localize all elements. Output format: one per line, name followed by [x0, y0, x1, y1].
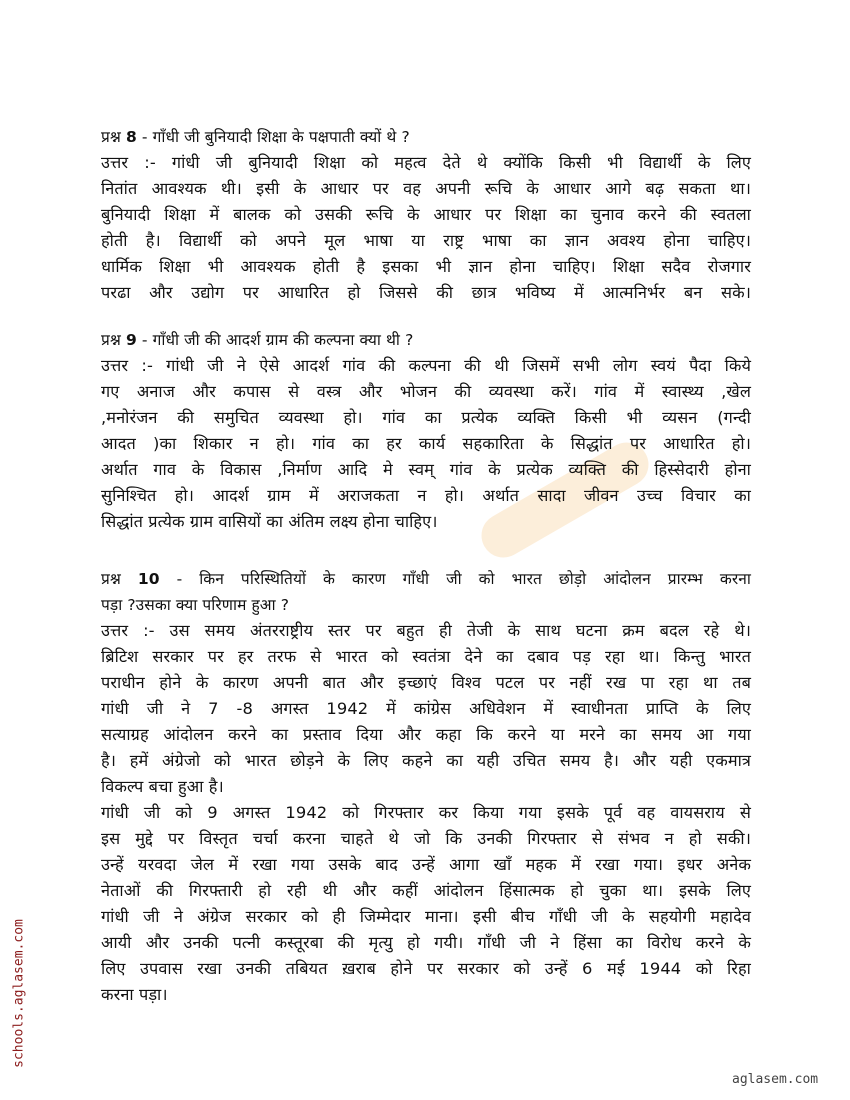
- question-8-block: [101, 124, 751, 306]
- question-9-block: [101, 327, 751, 535]
- answer-line: धार्मिक शिक्षा भी आवश्यक होती है इसका भी ज्ञान होना चाहिए। शिक्षा सदैव रोजगार: [101, 257, 751, 276]
- question-number: 9: [126, 331, 137, 349]
- answer-line: गांधी जी ने अंग्रेज सरकार को ही जिम्मेदार माना। इसी बीच गाँधी जी के सहयोगी महादेव: [101, 907, 751, 926]
- question-10-heading-cont: पड़ा ?उसका क्या परिणाम हुआ ?: [101, 596, 290, 614]
- answer-line: नेताओं की गिरफ्तारी हो रही थी और कहीं आंदोलन हिंसात्मक हो चुका था। इसके लिए: [101, 881, 751, 900]
- question-10-heading: [101, 566, 751, 592]
- footer-site-name: aglasem.com: [732, 1072, 819, 1087]
- question-label: प्रश्न: [101, 128, 121, 146]
- question-number: 8: [126, 128, 137, 146]
- answer-line: सत्याग्रह आंदोलन करने का प्रस्ताव दिया और कहा कि करने या मरने का समय आ गया: [101, 725, 751, 744]
- answer-line: उत्तर :- उस समय अंतरराष्ट्रीय स्तर पर बहुत ही तेजी के साथ घटना क्रम बदल रहे थे।: [101, 621, 751, 640]
- answer-line: गए अनाज और कपास से वस्त्र और भोजन की व्यवस्था करें। गांव में स्वास्थ्य ,खेल: [101, 382, 751, 401]
- question-8-heading: [101, 124, 751, 150]
- answer-line: ब्रिटिश सरकार पर हर तरफ से भारत को स्वतंत्रा देने का दबाव पड़ रहा था। किन्तु भारत: [101, 647, 751, 666]
- question-label: प्रश्न: [101, 331, 121, 349]
- question-9-heading: [101, 327, 751, 353]
- answer-line: लिए उपवास रखा उनकी तबियत ख़राब होने पर सरकार को उन्हें 6 मई 1944 को रिहा: [101, 959, 751, 978]
- answer-line: इस मुद्दे पर विस्तृत चर्चा करना चाहते थे जो कि उनकी गिरफ्तार से संभव न हो सकी।: [101, 829, 751, 848]
- answer-line: नितांत आवश्यक थी। इसी के आधार पर वह अपनी रूचि के आधार आगे बढ़ सकता था।: [101, 179, 751, 198]
- side-url-watermark: [10, 900, 30, 1090]
- question-10-block: [101, 566, 751, 1008]
- answer-line: होती है। विद्यार्थी को अपने मूल भाषा या राष्ट्र भाषा का ज्ञान अवश्य होना चाहिए।: [101, 231, 751, 250]
- answer-line: बुनियादी शिक्षा में बालक को उसकी रूचि के आधार पर शिक्षा का चुनाव करने की स्वतला: [101, 205, 751, 224]
- answer-line: उत्तर :- गांधी जी ने ऐसे आदर्श गांव की कल्पना की थी जिसमें सभी लोग स्वयं पैदा किये: [101, 356, 751, 375]
- question-number: 10: [137, 570, 160, 588]
- answer-line: गांधी जी ने 7 -8 अगस्त 1942 में कांग्रेस अधिवेशन में स्वाधीनता प्राप्ति के लिए: [101, 699, 751, 718]
- answer-line: उत्तर :- गांधी जी बुनियादी शिक्षा को महत्व देते थे क्योंकि किसी भी विद्यार्थी के लिए: [101, 153, 751, 172]
- answer-line: उन्हें यरवदा जेल में रखा गया उसके बाद उन्हें आगा खाँ महक में रखा गया। इधर अनेक: [101, 855, 751, 874]
- answer-line: पराधीन होने के कारण अपनी बात और इच्छाएं विश्व पटल पर नहीं रख पा रहा था तब: [101, 673, 751, 692]
- answer-line: आयी और उनकी पत्नी कस्तूरबा की मृत्यु हो गयी। गाँधी जी ने हिंसा का विरोध करने के: [101, 933, 751, 952]
- answer-line: सुनिश्चित हो। आदर्श ग्राम में अराजकता न हो। अर्थात सादा जीवन उच्च विचार का: [101, 486, 751, 505]
- answer-line: ,मनोरंजन की समुचित व्यवस्था हो। गांव का प्रत्येक व्यक्ति किसी भी व्यसन (गन्दी: [101, 408, 751, 427]
- answer-line: है। हमें अंग्रेजो को भारत छोड़ने के लिए कहने का यही उचित समय है। और यही एकमात्र: [101, 751, 751, 770]
- answer-line: करना पड़ा।: [101, 985, 168, 1004]
- answer-line: परढा और उद्योग पर आधारित हो जिससे की छात्र भविष्य में आत्मनिर्भर बन सके।: [101, 283, 751, 302]
- answer-line: सिद्धांत प्रत्येक ग्राम वासियों का अंतिम लक्ष्य होना चाहिए।: [101, 512, 438, 531]
- answer-line: गांधी जी को 9 अगस्त 1942 को गिरफ्तार कर किया गया इसके पूर्व वह वायसराय से: [101, 803, 751, 822]
- question-text: - किन परिस्थितियों के कारण गाँधी जी को भारत छोड़ो आंदोलन प्रारम्भ करना: [159, 570, 751, 588]
- side-url-text: schools.aglasem.com: [11, 919, 27, 1068]
- answer-line: आदत )का शिकार न हो। गांव का हर कार्य सहकारिता के सिद्धांत पर आधारित हो।: [101, 434, 751, 453]
- answer-line: विकल्प बचा हुआ है।: [101, 777, 224, 796]
- question-text: - गाँधी जी की आदर्श ग्राम की कल्पना क्या थी ?: [136, 331, 414, 349]
- answer-line: अर्थात गाव के विकास ,निर्माण आदि मे स्वम् गांव के प्रत्येक व्यक्ति की हिस्सेदारी होना: [101, 460, 751, 479]
- question-label: प्रश्न: [101, 570, 121, 588]
- question-text: - गाँधी जी बुनियादी शिक्षा के पक्षपाती क्यों थे ?: [136, 128, 410, 146]
